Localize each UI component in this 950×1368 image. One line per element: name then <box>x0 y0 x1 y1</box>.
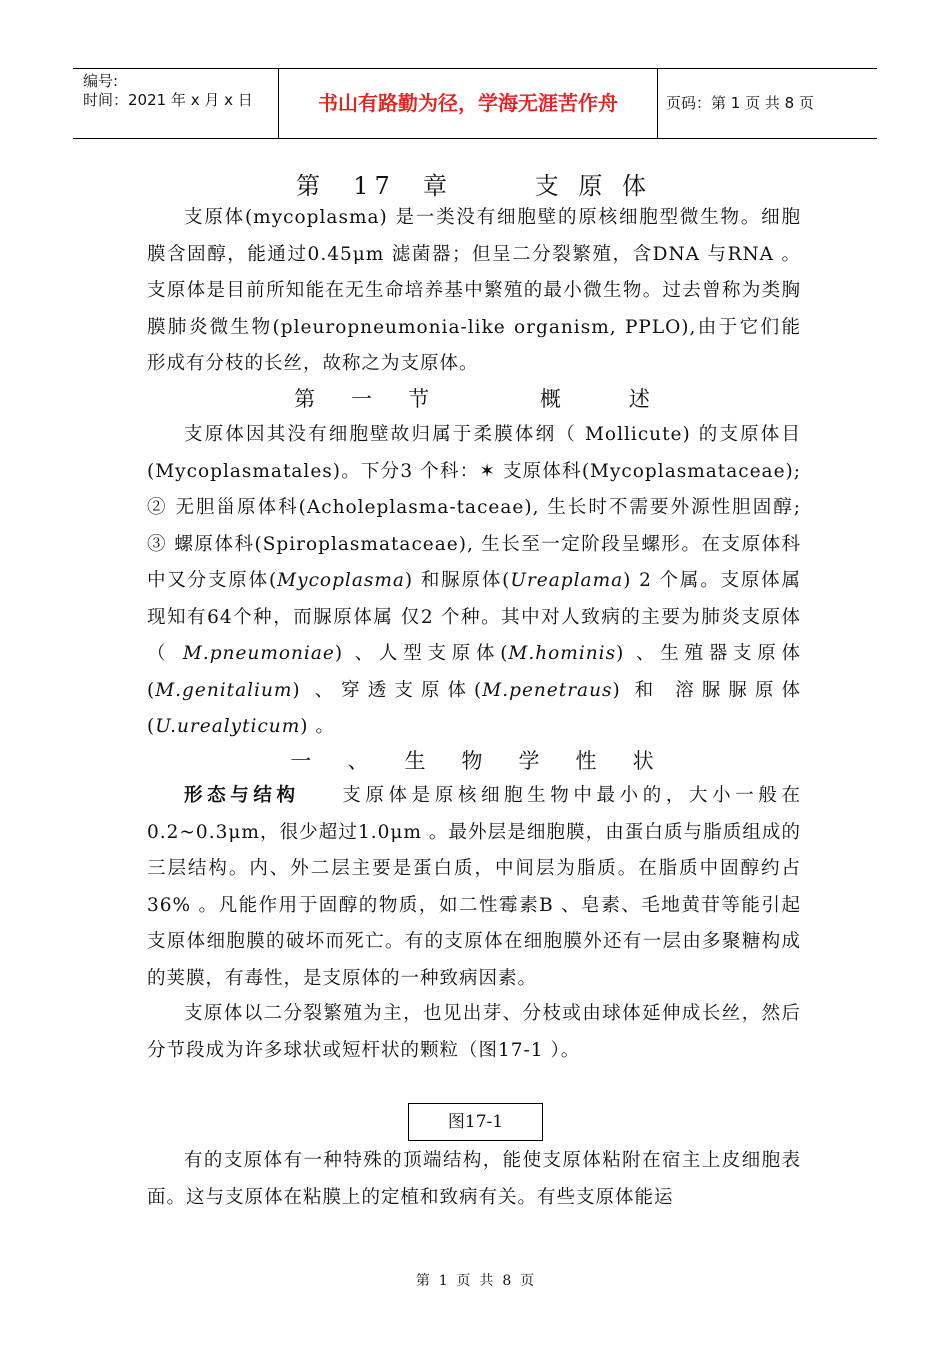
text-run: 支原体因其没有细胞壁故归属于柔膜体纲（ Mollicute) 的支原体目(Mycoplasmatales)。下分3 个科：✶ 支原体科(Mycoplasmataceae); ② 无胆甾原体科(Acholeplasma-taceae), 生长时不需要外源性胆固醇; ③ 螺原体科(Spiroplasmataceae), 生长至一定阶段呈螺形。在支原体科中又分支原体( <box>147 424 801 591</box>
section1-paragraph <box>147 417 801 746</box>
genus-name: Mycoplasma <box>277 570 405 591</box>
morphology-paragraph <box>147 778 801 997</box>
species-name: M.genitalium <box>155 679 293 701</box>
text-run: ) 和 溶脲脲原体( <box>147 679 801 737</box>
text-run: ) 、生殖器支原体( <box>147 643 801 701</box>
species-name: U.urealyticum <box>155 716 301 737</box>
figure-placeholder: 图17-1 <box>408 1103 543 1141</box>
text-run: ) 、穿透支原体( <box>292 679 483 701</box>
intro-paragraph: 支原体(mycoplasma) 是一类没有细胞壁的原核细胞型微生物。细胞膜含固醇，能通过0.45μm 滤菌器；但呈二分裂繁殖，含DNA 与RNA 。支原体是目前所知能在无生命培养基中繁殖的最小微生物。过去曾称为类胸膜肺炎微生物(pleuropneumonia-like organism, PPLO),由于它们能形成有分枝的长丝，故称之为支原体。 <box>147 207 801 374</box>
page-header <box>73 68 877 139</box>
species-name: M.penetraus <box>482 679 613 701</box>
header-page-info: 页码：第 1 页 共 8 页 <box>666 94 814 112</box>
attachment-paragraph: 有的支原体有一种特殊的顶端结构，能使支原体粘附在宿主上皮细胞表面。这与支原体在粘膜上的定植和致病有关。有些支原体能运 <box>147 1150 801 1208</box>
subsection-title: 一 、 生 物 学 性 状 <box>290 749 658 773</box>
reproduction-paragraph: 支原体以二分裂繁殖为主，也见出芽、分枝或由球体延伸成长丝，然后分节段成为许多球状或短杆状的颗粒（图17-1 ）。 <box>147 1003 801 1061</box>
number-label: 编号: <box>83 72 119 90</box>
text-run: ) 、人型支原体( <box>334 643 509 664</box>
species-name: M.hominis <box>508 643 617 664</box>
header-meta <box>83 72 253 110</box>
section-title: 第 一 节 概 述 <box>294 387 654 411</box>
header-motto: 书山有路勤为径，学海无涯苦作舟 <box>318 91 618 115</box>
species-name: M.pneumoniae <box>182 643 335 664</box>
morphology-heading: 形态与结构 <box>184 785 300 806</box>
genus-name: Ureaplama <box>510 570 624 591</box>
time-label: 时间：2021 年 x 月 x 日 <box>83 91 253 109</box>
text-run: ) 和脲原体( <box>404 570 511 591</box>
header-divider <box>657 69 658 138</box>
chapter-title: 第 17 章 支 原 体 <box>295 172 653 200</box>
text-run: 支原体是原核细胞生物中最小的，大小一般在0.2~0.3μm，很少超过1.0μm 。最外层是细胞膜，由蛋白质与脂质组成的三层结构。内、外二层主要是蛋白质，中间层为脂质。在脂质中固醇约占36% 。凡能作用于固醇的物质，如二性霉素B 、皂素、毛地黄苷等能引起支原体细胞膜的破坏而死亡。有的支原体在细胞膜外还有一层由多聚糖构成的荚膜，有毒性，是支原体的一种致病因素。 <box>147 785 801 989</box>
page-footer: 第 1 页 共 8 页 <box>415 1273 535 1289</box>
text-run: ) 2 个属。支原体属现知有64个种，而脲原体属 仅2 个种。其中对人致病的主要为肺炎支原体 （ <box>147 570 802 664</box>
text-run: ) 。 <box>300 716 335 737</box>
